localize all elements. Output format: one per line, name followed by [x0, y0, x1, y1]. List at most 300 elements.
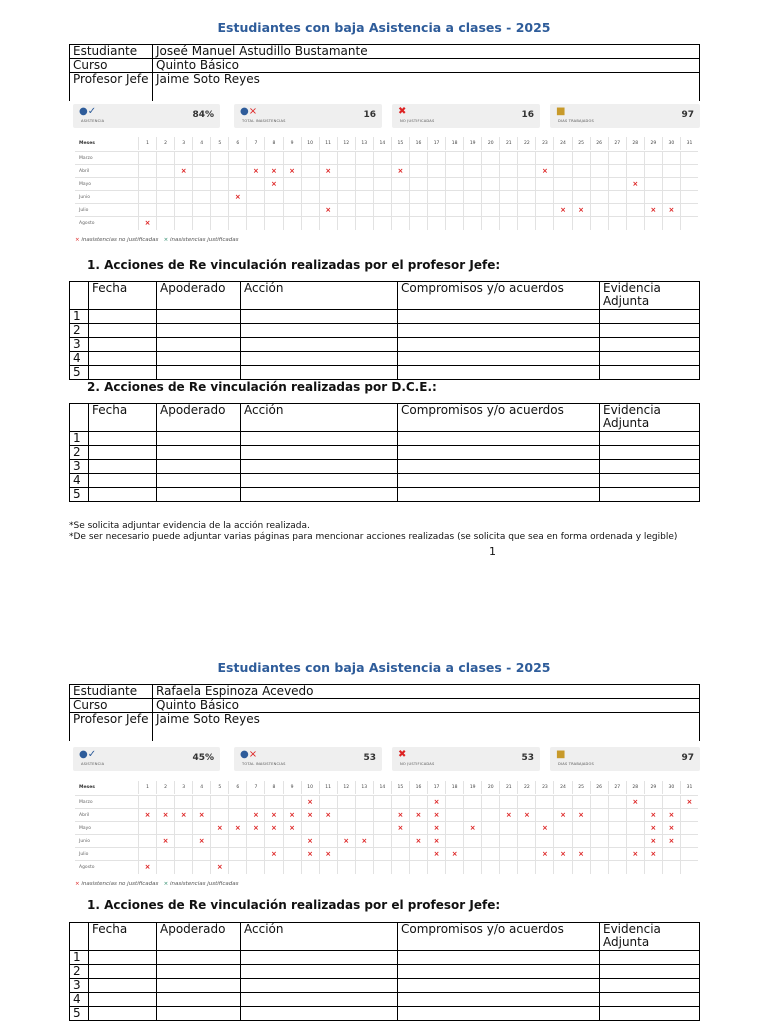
table-row: 1 — [70, 951, 700, 965]
absence-mark-icon: × — [343, 837, 350, 845]
calendar-day-header: 14 — [373, 781, 391, 794]
calendar-day-header: 28 — [626, 137, 644, 150]
calendar-day-header: 8 — [264, 781, 282, 794]
calendar-month-header: Meses — [79, 785, 95, 790]
table-header — [70, 923, 700, 951]
absence-mark-icon: × — [325, 850, 332, 858]
stat-value: 53 — [521, 753, 534, 763]
stat-asistencia — [73, 104, 220, 128]
calendar-day-header: 11 — [319, 781, 337, 794]
calendar-day-cell — [228, 217, 246, 230]
calendar-day-header: 9 — [283, 137, 301, 150]
stat-value: 16 — [363, 110, 376, 120]
calendar-month-label: Mayo — [79, 826, 92, 831]
calendar-day-cell — [301, 861, 319, 874]
calendar-day-header: 4 — [192, 137, 210, 150]
calendar-day-header: 17 — [427, 781, 445, 794]
col-evidencia: Evidencia Adjunta — [600, 404, 700, 432]
calendar-month-label: Julio — [79, 208, 89, 213]
calendar-day-cell — [355, 217, 373, 230]
attendance-calendar — [75, 781, 698, 875]
calendar-day-header: 26 — [590, 781, 608, 794]
stat-no-justificadas — [392, 747, 540, 771]
calendar-day-header: 28 — [626, 781, 644, 794]
calendar-day-header: 13 — [355, 137, 373, 150]
absence-mark-icon: × — [180, 167, 187, 175]
calendar-month-header: Meses — [79, 141, 95, 146]
calendar-day-cell — [481, 861, 499, 874]
absence-mark-icon: × — [252, 824, 259, 832]
calendar-day-header: 20 — [481, 137, 499, 150]
calendar-day-cell — [499, 217, 517, 230]
absence-mark-icon: × — [560, 850, 566, 858]
calendar-day-header: 25 — [572, 137, 590, 150]
label-profesor: Profesor Jefe — [70, 73, 153, 101]
absence-mark-icon: × — [433, 837, 440, 845]
stat-label: ASISTENCIA — [81, 762, 105, 766]
col-evidencia: Evidencia Adjunta — [600, 282, 700, 310]
absence-mark-icon: × — [650, 206, 657, 214]
table-row: 4 — [70, 474, 700, 488]
calendar-day-header: 2 — [156, 137, 174, 150]
student-course: Quinto Básico — [153, 59, 700, 73]
legend-justified: inasistencias justificadas — [170, 881, 239, 887]
calendar-day-cell — [590, 217, 608, 230]
teacher-name: Jaime Soto Reyes — [153, 713, 700, 741]
calendar-day-cell — [445, 217, 463, 230]
calendar-day-cell — [590, 861, 608, 874]
calendar-day-header: 22 — [517, 137, 535, 150]
absence-mark-icon: × — [325, 167, 332, 175]
calendar-day-header: 3 — [174, 137, 192, 150]
table-row: 5 — [70, 488, 700, 502]
calendar-month-label: Mayo — [79, 182, 92, 187]
absence-mark-icon: × — [144, 811, 151, 819]
calendar-day-cell — [337, 217, 355, 230]
calendar-day-cell — [427, 861, 445, 874]
absence-mark-icon: × — [560, 811, 566, 819]
calendar-day-cell — [373, 861, 391, 874]
col-compromisos: Compromisos y/o acuerdos — [398, 282, 600, 310]
absence-mark-icon: × — [361, 837, 368, 845]
legend-unjustified: inasistencias no justificadas — [81, 237, 159, 243]
absence-mark-icon: × — [578, 850, 585, 858]
absence-mark-icon: × — [252, 167, 259, 175]
stat-value: 97 — [681, 110, 694, 120]
calendar-day-cell — [301, 217, 319, 230]
calendar-month-row — [75, 216, 698, 229]
calendar-day-cell — [662, 217, 680, 230]
calendar-month-row — [75, 808, 698, 821]
attendance-summary — [73, 747, 700, 771]
calendar-day-header: 30 — [662, 137, 680, 150]
absence-mark-icon: × — [325, 206, 332, 214]
stat-label: TOTAL INASISTENCIAS — [242, 762, 286, 766]
footnotes — [69, 521, 699, 543]
calendar-day-header: 23 — [535, 137, 553, 150]
stat-value: 97 — [681, 753, 694, 763]
col-apoderado: Apoderado — [157, 923, 241, 951]
calendar-day-cell — [409, 861, 427, 874]
calendar-day-cell — [499, 861, 517, 874]
calendar-day-cell — [553, 217, 571, 230]
absence-mark-icon: × — [668, 811, 675, 819]
absence-mark-icon: × — [271, 167, 277, 175]
calendar-legend — [75, 237, 238, 243]
calendar-day-header: 19 — [463, 137, 481, 150]
absence-mark-icon: × — [433, 850, 440, 858]
note-pages: *De ser necesario puede adjuntar varias páginas para mencionar acciones realizadas (se solicita que sea en forma ordenada y legible) — [69, 532, 678, 542]
absence-mark-icon: × — [650, 824, 657, 832]
absence-mark-icon: × — [271, 811, 277, 819]
col-fecha: Fecha — [89, 923, 157, 951]
col-compromisos: Compromisos y/o acuerdos — [398, 404, 600, 432]
calendar-month-row — [75, 795, 698, 808]
calendar-day-header: 2 — [156, 781, 174, 794]
label-profesor: Profesor Jefe — [70, 713, 153, 741]
stat-value: 45% — [192, 753, 214, 763]
calendar-day-header: 10 — [301, 137, 319, 150]
calendar-day-header: 16 — [409, 781, 427, 794]
calendar-day-cell — [373, 217, 391, 230]
x-circle-icon: ✖ — [398, 106, 407, 117]
absence-mark-icon: × — [560, 206, 566, 214]
calendar-day-header: 13 — [355, 781, 373, 794]
calendar-day-header: 26 — [590, 137, 608, 150]
calendar-day-cell — [156, 861, 174, 874]
stat-label: TOTAL INASISTENCIAS — [242, 119, 286, 123]
calendar-day-header: 8 — [264, 137, 282, 150]
absence-mark-icon: × — [307, 811, 314, 819]
calendar-day-header: 4 — [192, 781, 210, 794]
absence-mark-icon: × — [325, 811, 332, 819]
calendar-month-label: Junio — [79, 839, 91, 844]
calendar-day-header: 18 — [445, 137, 463, 150]
unjustified-mark-icon: × — [75, 237, 80, 243]
absence-mark-icon: × — [433, 811, 440, 819]
legend-unjustified: inasistencias no justificadas — [81, 881, 159, 887]
calendar-day-header: 15 — [391, 137, 409, 150]
absence-mark-icon: × — [523, 811, 530, 819]
person-check-icon: ●✓ — [79, 749, 97, 760]
teacher-name: Jaime Soto Reyes — [153, 73, 700, 101]
calendar-day-cell — [391, 861, 409, 874]
calendar-day-header: 11 — [319, 137, 337, 150]
calendar-day-header: 1 — [138, 137, 156, 150]
table-row: 4 — [70, 352, 700, 366]
calendar-month-label: Junio — [79, 195, 91, 200]
calendar-month-row — [75, 203, 698, 216]
absence-mark-icon: × — [433, 824, 440, 832]
absence-mark-icon: × — [216, 863, 223, 871]
calendar-day-cell — [608, 217, 626, 230]
calendar-day-cell — [210, 861, 228, 874]
calendar-month-row — [75, 177, 698, 190]
calendar-legend — [75, 881, 238, 887]
calendar-month-row — [75, 190, 698, 203]
calendar-day-header: 31 — [680, 781, 698, 794]
actions-table-profesor — [69, 922, 700, 1021]
calendar-day-header: 10 — [301, 781, 319, 794]
note-evidence: *Se solicita adjuntar evidencia de la acción realizada. — [69, 521, 310, 531]
calendar-day-cell — [463, 217, 481, 230]
stat-dias-trabajados — [550, 104, 700, 128]
stat-label: NO JUSTIFICADAS — [400, 762, 435, 766]
x-circle-icon: ✖ — [398, 749, 407, 760]
table-row: 4 — [70, 993, 700, 1007]
calendar-day-cell — [626, 861, 644, 874]
calendar-day-cell — [246, 217, 264, 230]
calendar-header-row — [75, 137, 698, 150]
unjustified-mark-icon: × — [75, 881, 80, 887]
col-fecha: Fecha — [89, 404, 157, 432]
col-fecha: Fecha — [89, 282, 157, 310]
calendar-day-header: 20 — [481, 781, 499, 794]
calendar-day-header: 18 — [445, 781, 463, 794]
absence-mark-icon: × — [180, 811, 187, 819]
col-compromisos: Compromisos y/o acuerdos — [398, 923, 600, 951]
absence-mark-icon: × — [668, 837, 675, 845]
stat-total-inasistencias — [234, 104, 382, 128]
absence-mark-icon: × — [307, 837, 314, 845]
calendar-day-cell — [445, 861, 463, 874]
legend-justified: inasistencias justificadas — [170, 237, 239, 243]
calendar-day-cell — [246, 861, 264, 874]
calendar-day-cell — [319, 217, 337, 230]
calendar-month-label: Abril — [79, 169, 90, 174]
calendar-day-cell — [264, 861, 282, 874]
calendar-day-cell — [319, 861, 337, 874]
absence-mark-icon: × — [578, 811, 585, 819]
absence-mark-icon: × — [668, 824, 675, 832]
calendar-day-cell — [680, 217, 698, 230]
absence-mark-icon: × — [307, 798, 314, 806]
stat-label: NO JUSTIFICADAS — [400, 119, 435, 123]
absence-mark-icon: × — [234, 193, 241, 201]
absence-mark-icon: × — [198, 811, 205, 819]
attendance-summary — [73, 104, 700, 128]
absence-mark-icon: × — [397, 824, 404, 832]
calendar-day-cell — [192, 217, 210, 230]
stat-label: ASISTENCIA — [81, 119, 105, 123]
absence-mark-icon: × — [307, 850, 314, 858]
absence-mark-icon: × — [686, 798, 693, 806]
table-row: 2 — [70, 965, 700, 979]
absence-mark-icon: × — [542, 167, 548, 175]
absence-mark-icon: × — [271, 824, 277, 832]
absence-mark-icon: × — [632, 180, 639, 188]
table-row: 2 — [70, 446, 700, 460]
absence-mark-icon: × — [469, 824, 476, 832]
stat-asistencia — [73, 747, 220, 771]
section-title-profesor: 1. Acciones de Re vinculación realizadas por el profesor Jefe: — [87, 898, 501, 912]
calendar-day-cell — [355, 861, 373, 874]
calendar-day-cell — [210, 217, 228, 230]
calendar-day-header: 7 — [246, 137, 264, 150]
calendar-month-row — [75, 821, 698, 834]
calendar-day-cell — [481, 217, 499, 230]
table-header — [70, 282, 700, 310]
calendar-day-cell — [156, 217, 174, 230]
actions-table-profesor — [69, 281, 700, 380]
absence-mark-icon: × — [289, 824, 295, 832]
calendar-day-cell — [283, 861, 301, 874]
attendance-calendar — [75, 137, 698, 231]
absence-mark-icon: × — [271, 180, 277, 188]
table-row: 5 — [70, 366, 700, 380]
table-row: 2 — [70, 324, 700, 338]
table-row: 3 — [70, 979, 700, 993]
calendar-day-header: 21 — [499, 781, 517, 794]
absence-mark-icon: × — [234, 824, 241, 832]
page-number: 1 — [489, 545, 496, 558]
calendar-month-row — [75, 164, 698, 177]
calendar-day-header: 5 — [210, 781, 228, 794]
absence-mark-icon: × — [289, 811, 295, 819]
label-estudiante: Estudiante — [70, 45, 153, 59]
calendar-day-cell — [608, 861, 626, 874]
section-title-dce: 2. Acciones de Re vinculación realizadas por D.C.E.: — [87, 380, 437, 394]
calendar-day-cell — [644, 217, 662, 230]
absence-mark-icon: × — [505, 811, 512, 819]
col-apoderado: Apoderado — [157, 282, 241, 310]
calendar-month-label: Abril — [79, 813, 90, 818]
calendar-day-header: 15 — [391, 781, 409, 794]
student-name: Joseé Manuel Astudillo Bustamante — [153, 45, 700, 59]
absence-mark-icon: × — [289, 167, 295, 175]
calendar-day-cell — [572, 217, 590, 230]
calendar-day-cell — [264, 217, 282, 230]
calendar-day-cell — [138, 861, 156, 874]
absence-mark-icon: × — [578, 206, 585, 214]
calendar-day-header: 17 — [427, 137, 445, 150]
calendar-day-header: 27 — [608, 137, 626, 150]
calendar-day-cell — [572, 861, 590, 874]
col-accion: Acción — [241, 923, 398, 951]
table-row: 5 — [70, 1007, 700, 1021]
report-page-2 — [0, 640, 768, 1024]
calendar-day-cell — [283, 217, 301, 230]
calendar-day-header: 21 — [499, 137, 517, 150]
absence-mark-icon: × — [162, 837, 169, 845]
calendar-month-row — [75, 847, 698, 860]
col-accion: Acción — [241, 282, 398, 310]
stat-total-inasistencias — [234, 747, 382, 771]
justified-mark-icon: × — [163, 237, 169, 243]
calendar-day-cell — [427, 217, 445, 230]
calendar-month-label: Agosto — [79, 221, 95, 226]
absence-mark-icon: × — [433, 798, 440, 806]
calendar-month-row — [75, 151, 698, 164]
calendar-day-cell — [680, 861, 698, 874]
calendar-day-header: 14 — [373, 137, 391, 150]
label-estudiante: Estudiante — [70, 685, 153, 699]
calendar-day-header: 16 — [409, 137, 427, 150]
calendar-day-header: 12 — [337, 137, 355, 150]
calendar-day-cell — [517, 217, 535, 230]
person-check-icon: ●✓ — [79, 106, 97, 117]
absence-mark-icon: × — [216, 824, 223, 832]
calendar-day-header: 12 — [337, 781, 355, 794]
absence-mark-icon: × — [198, 837, 205, 845]
absence-mark-icon: × — [632, 798, 639, 806]
calendar-day-header: 22 — [517, 781, 535, 794]
calendar-month-row — [75, 860, 698, 873]
calendar-day-cell — [644, 861, 662, 874]
calendar-day-header: 25 — [572, 781, 590, 794]
label-curso: Curso — [70, 699, 153, 713]
calendar-month-label: Agosto — [79, 865, 95, 870]
stat-label: DIAS TRABAJADOS — [558, 119, 594, 123]
stat-label: DIAS TRABAJADOS — [558, 762, 594, 766]
calendar-day-cell — [662, 861, 680, 874]
calendar-day-header: 6 — [228, 137, 246, 150]
calendar-day-cell — [517, 861, 535, 874]
report-title: Estudiantes con baja Asistencia a clases - 2025 — [217, 20, 551, 35]
calendar-day-header: 30 — [662, 781, 680, 794]
calendar-day-cell — [535, 861, 553, 874]
section-title-profesor: 1. Acciones de Re vinculación realizadas por el profesor Jefe: — [87, 258, 501, 272]
calendar-month-label: Marzo — [79, 800, 93, 805]
calendar-day-header: 9 — [283, 781, 301, 794]
absence-mark-icon: × — [397, 167, 404, 175]
calendar-day-cell — [409, 217, 427, 230]
absence-mark-icon: × — [271, 850, 277, 858]
stat-no-justificadas — [392, 104, 540, 128]
stat-value: 53 — [363, 753, 376, 763]
absence-mark-icon: × — [632, 850, 639, 858]
table-row: 1 — [70, 432, 700, 446]
absence-mark-icon: × — [252, 811, 259, 819]
calendar-day-cell — [535, 217, 553, 230]
col-accion: Acción — [241, 404, 398, 432]
calendar-day-header: 6 — [228, 781, 246, 794]
calendar-day-cell — [138, 217, 156, 230]
calendar-day-header: 29 — [644, 781, 662, 794]
table-row: 1 — [70, 310, 700, 324]
absence-mark-icon: × — [542, 850, 548, 858]
absence-mark-icon: × — [415, 811, 422, 819]
briefcase-icon: ■ — [556, 106, 566, 117]
calendar-day-header: 27 — [608, 781, 626, 794]
calendar-month-label: Julio — [79, 852, 89, 857]
report-title: Estudiantes con baja Asistencia a clases - 2025 — [217, 660, 551, 675]
absence-mark-icon: × — [415, 837, 422, 845]
student-info-table — [69, 684, 700, 741]
absence-mark-icon: × — [650, 850, 657, 858]
justified-mark-icon: × — [163, 881, 169, 887]
label-curso: Curso — [70, 59, 153, 73]
stat-dias-trabajados — [550, 747, 700, 771]
calendar-day-header: 19 — [463, 781, 481, 794]
calendar-day-cell — [553, 861, 571, 874]
calendar-day-cell — [391, 217, 409, 230]
calendar-day-header: 7 — [246, 781, 264, 794]
student-info-table — [69, 44, 700, 101]
col-apoderado: Apoderado — [157, 404, 241, 432]
person-x-icon: ●× — [240, 749, 258, 760]
calendar-day-cell — [174, 217, 192, 230]
absence-mark-icon: × — [650, 837, 657, 845]
absence-mark-icon: × — [144, 219, 151, 227]
table-header — [70, 404, 700, 432]
absence-mark-icon: × — [542, 824, 548, 832]
calendar-day-header: 1 — [138, 781, 156, 794]
calendar-day-header: 24 — [553, 781, 571, 794]
calendar-day-header: 29 — [644, 137, 662, 150]
calendar-header-row — [75, 781, 698, 794]
absence-mark-icon: × — [668, 206, 675, 214]
